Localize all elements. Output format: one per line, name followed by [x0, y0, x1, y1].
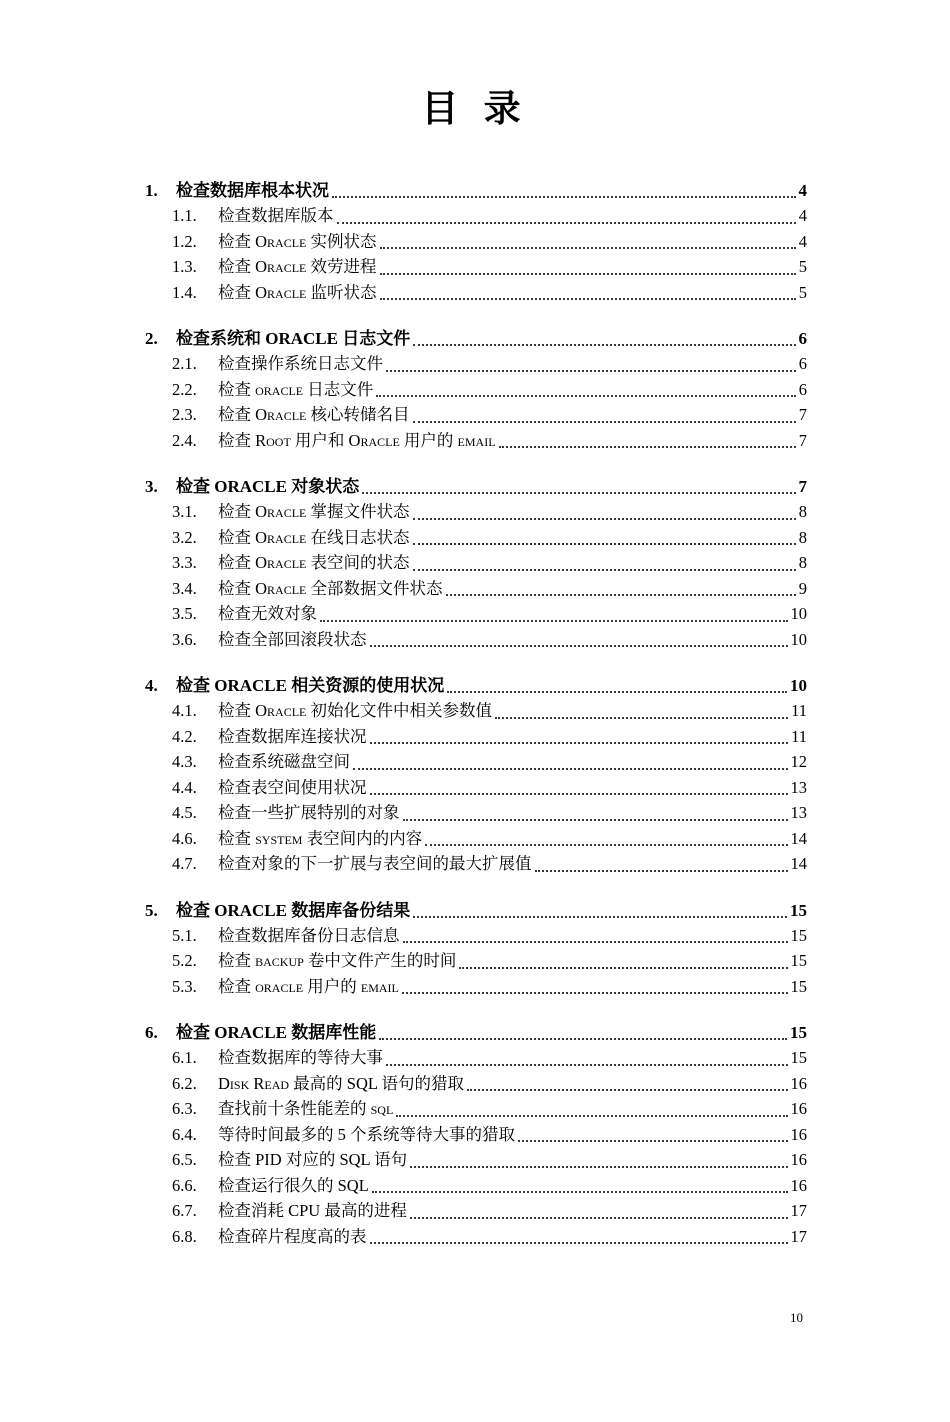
entry-number: 2. [145, 329, 158, 348]
dot-leader [535, 870, 788, 872]
entry-page-number: 10 [790, 604, 807, 623]
entry-number: 1.3. [172, 257, 197, 276]
toc-item-entry[interactable] [145, 280, 807, 306]
toc-item-entry[interactable] [145, 698, 807, 724]
dot-leader [446, 594, 796, 596]
dot-leader [413, 916, 787, 918]
entry-label: 检查 ORACLE 数据库备份结果 [176, 900, 411, 920]
entry-number: 3.3. [172, 553, 197, 572]
toc-item-entry[interactable] [145, 550, 807, 576]
dot-leader [353, 768, 788, 770]
entry-number: 2.2. [172, 379, 197, 399]
entry-label: 检查 Oracle 掌握文件状态 [218, 502, 410, 521]
dot-leader [410, 1166, 787, 1168]
toc-item-entry[interactable] [145, 948, 807, 974]
entry-page-number: 16 [790, 1099, 807, 1118]
entry-number: 5.2. [172, 951, 197, 970]
entry-page-number: 13 [790, 803, 807, 822]
entry-page-number: 14 [790, 828, 807, 848]
entry-label: 检查数据库根本状况 [176, 181, 329, 200]
toc-item-entry[interactable] [145, 1147, 807, 1173]
entry-label: 检查 ORACLE 相关资源的使用状况 [176, 676, 445, 695]
toc-item-entry[interactable] [145, 428, 807, 454]
entry-label: 检查系统和 ORACLE 日志文件 [176, 329, 411, 348]
entry-number: 4.4. [172, 777, 197, 797]
toc-section-entry[interactable] [145, 898, 807, 923]
dot-leader [396, 1115, 787, 1117]
entry-number: 1.1. [172, 206, 197, 225]
dot-leader [403, 941, 788, 943]
entry-number: 2.3. [172, 405, 197, 424]
toc-item-entry[interactable] [145, 1122, 807, 1148]
entry-number: 6.5. [172, 1150, 197, 1169]
entry-label: 检查 system 表空间内的内容 [218, 828, 423, 848]
entry-number: 6.4. [172, 1124, 197, 1144]
entry-label: 检查操作系统日志文件 [218, 354, 383, 373]
toc-item-entry[interactable] [145, 229, 807, 255]
entry-label: 检查 ORACLE 数据库性能 [176, 1023, 377, 1042]
toc-item-entry[interactable] [145, 1224, 807, 1250]
entry-number: 6. [145, 1023, 158, 1042]
toc-item-entry[interactable] [145, 851, 807, 877]
entry-label: 检查数据库的等待大事 [218, 1048, 383, 1067]
entry-label: 检查数据库连接状况 [218, 726, 367, 746]
entry-page-number: 7 [798, 477, 807, 496]
entry-number: 3.5. [172, 604, 197, 623]
dot-leader [495, 717, 788, 719]
dot-leader [386, 370, 796, 372]
toc-item-entry[interactable] [145, 499, 807, 525]
entry-label: 检查 Oracle 效劳进程 [218, 257, 377, 276]
entry-page-number: 11 [791, 726, 807, 746]
toc-item-entry[interactable] [145, 377, 807, 403]
dot-leader [413, 569, 796, 571]
entry-label: 检查数据库版本 [218, 206, 334, 225]
toc-item-entry[interactable] [145, 525, 807, 551]
toc-item-entry[interactable] [145, 1173, 807, 1199]
entry-label: 检查 PID 对应的 SQL 语句 [218, 1150, 408, 1169]
entry-number: 4.6. [172, 828, 197, 848]
entry-label: 检查 Oracle 监听状态 [218, 282, 377, 302]
dot-leader [337, 222, 796, 224]
entry-label: Disk Read 最高的 SQL 语句的猎取 [218, 1073, 464, 1093]
dot-leader [403, 819, 788, 821]
entry-page-number: 4 [798, 206, 807, 225]
entry-page-number: 17 [790, 1201, 807, 1220]
dot-leader [372, 1191, 788, 1193]
toc-section-entry[interactable] [145, 1020, 807, 1045]
entry-label: 检查 Oracle 表空间的状态 [218, 553, 410, 572]
toc-item-entry[interactable] [145, 974, 807, 1000]
dot-leader [376, 395, 796, 397]
toc-item-entry[interactable] [145, 1096, 807, 1122]
entry-page-number: 17 [790, 1226, 807, 1246]
toc-item-entry[interactable] [145, 601, 807, 627]
page-title: 目 录 [421, 89, 529, 130]
toc-item-entry[interactable] [145, 923, 807, 949]
entry-number: 3. [145, 477, 158, 496]
entry-number: 3.6. [172, 629, 197, 649]
entry-page-number: 14 [790, 854, 807, 873]
entry-page-number: 8 [798, 553, 807, 572]
entry-number: 5.1. [172, 925, 197, 945]
entry-number: 3.2. [172, 527, 197, 547]
entry-label: 查找前十条性能差的 sql [218, 1099, 394, 1118]
dot-leader [370, 793, 788, 795]
entry-label: 检查全部回滚段状态 [218, 629, 367, 649]
entry-page-number: 12 [790, 752, 807, 771]
entry-number: 4.1. [172, 701, 197, 720]
entry-page-number: 16 [790, 1124, 807, 1144]
dot-leader [413, 518, 796, 520]
entry-number: 3.1. [172, 502, 197, 521]
dot-leader [447, 691, 787, 693]
entry-page-number: 16 [790, 1175, 807, 1195]
entry-label: 检查系统磁盘空间 [218, 752, 350, 771]
toc-section-entry[interactable] [145, 474, 807, 499]
toc-item-entry[interactable] [145, 1045, 807, 1071]
toc-item-entry[interactable] [145, 576, 807, 602]
toc-item-entry[interactable] [145, 351, 807, 377]
toc-item-entry[interactable] [145, 627, 807, 653]
entry-number: 4.3. [172, 752, 197, 771]
dot-leader [518, 1140, 788, 1142]
entry-number: 6.3. [172, 1099, 197, 1118]
entry-label: 检查 oracle 用户的 email [218, 976, 399, 996]
dot-leader [459, 967, 787, 969]
entry-page-number: 13 [790, 777, 807, 797]
toc-section-entry[interactable] [145, 178, 807, 203]
entry-number: 1.4. [172, 282, 197, 302]
entry-number: 5. [145, 900, 158, 920]
entry-number: 6.6. [172, 1175, 197, 1195]
entry-page-number: 5 [798, 282, 807, 302]
toc-item-entry[interactable] [145, 724, 807, 750]
entry-number: 4.7. [172, 854, 197, 873]
dot-leader [380, 273, 796, 275]
toc-section-entry[interactable] [145, 673, 807, 698]
entry-number: 5.3. [172, 976, 197, 996]
entry-page-number: 11 [791, 701, 807, 720]
dot-leader [379, 1038, 787, 1040]
entry-page-number: 15 [790, 976, 807, 996]
entry-number: 4. [145, 676, 158, 695]
dot-leader [467, 1089, 788, 1091]
entry-label: 检查 Root 用户和 Oracle 用户的 email [218, 430, 496, 450]
entry-page-number: 6 [798, 379, 807, 399]
toc-item-entry[interactable] [145, 402, 807, 428]
entry-page-number: 15 [790, 1048, 807, 1067]
entry-number: 6.2. [172, 1073, 197, 1093]
toc-item-entry[interactable] [145, 203, 807, 229]
entry-number: 2.1. [172, 354, 197, 373]
entry-label: 检查对象的下一扩展与表空间的最大扩展值 [218, 854, 532, 873]
entry-page-number: 15 [790, 900, 807, 920]
entry-number: 6.1. [172, 1048, 197, 1067]
dot-leader [332, 196, 796, 198]
dot-leader [380, 247, 796, 249]
entry-label: 检查碎片程度高的表 [218, 1226, 367, 1246]
footer-page-number: 10 [790, 1310, 803, 1325]
table-of-contents [145, 178, 807, 1249]
entry-label: 检查 Oracle 初始化文件中相关参数值 [218, 701, 492, 720]
entry-page-number: 4 [798, 231, 807, 251]
toc-item-entry[interactable] [145, 800, 807, 826]
entry-label: 检查数据库备份日志信息 [218, 925, 400, 945]
entry-page-number: 10 [790, 629, 807, 649]
entry-page-number: 8 [798, 502, 807, 521]
entry-number: 4.5. [172, 803, 197, 822]
entry-page-number: 7 [798, 430, 807, 450]
dot-leader [370, 742, 789, 744]
toc-item-entry[interactable] [145, 749, 807, 775]
entry-page-number: 15 [790, 951, 807, 970]
entry-page-number: 15 [790, 925, 807, 945]
dot-leader [370, 1242, 788, 1244]
entry-label: 检查 Oracle 实例状态 [218, 231, 377, 251]
entry-label: 检查 Oracle 核心转储名目 [218, 405, 410, 424]
dot-leader [402, 992, 788, 994]
dot-leader [413, 543, 796, 545]
entry-label: 检查一些扩展特别的对象 [218, 803, 400, 822]
entry-page-number: 16 [790, 1150, 807, 1169]
dot-leader [370, 645, 788, 647]
entry-page-number: 5 [798, 257, 807, 276]
entry-number: 1. [145, 181, 158, 200]
dot-leader [386, 1064, 788, 1066]
entry-label: 检查 ORACLE 对象状态 [176, 477, 360, 496]
toc-item-entry[interactable] [145, 1071, 807, 1097]
toc-item-entry[interactable] [145, 1198, 807, 1224]
entry-label: 等待时间最多的 5 个系统等待大事的猎取 [218, 1124, 515, 1144]
toc-section-entry[interactable] [145, 326, 807, 351]
entry-page-number: 9 [798, 578, 807, 598]
entry-page-number: 6 [798, 329, 807, 348]
dot-leader [413, 344, 795, 346]
toc-item-entry[interactable] [145, 775, 807, 801]
entry-page-number: 7 [798, 405, 807, 424]
dot-leader [380, 298, 796, 300]
entry-label: 检查 oracle 日志文件 [218, 379, 374, 399]
dot-leader [425, 844, 787, 846]
dot-leader [413, 421, 796, 423]
entry-page-number: 4 [798, 181, 807, 200]
dot-leader [362, 492, 795, 494]
entry-label: 检查 Oracle 在线日志状态 [218, 527, 410, 547]
entry-number: 6.8. [172, 1226, 197, 1246]
toc-item-entry[interactable] [145, 826, 807, 852]
toc-item-entry[interactable] [145, 254, 807, 280]
entry-label: 检查 backup 卷中文件产生的时间 [218, 951, 457, 970]
dot-leader [320, 620, 788, 622]
entry-number: 2.4. [172, 430, 197, 450]
entry-label: 检查 Oracle 全部数据文件状态 [218, 578, 443, 598]
entry-number: 3.4. [172, 578, 197, 598]
entry-number: 1.2. [172, 231, 197, 251]
entry-label: 检查无效对象 [218, 604, 317, 623]
dot-leader [499, 446, 796, 448]
entry-page-number: 15 [790, 1023, 807, 1042]
entry-label: 检查表空间使用状况 [218, 777, 367, 797]
entry-number: 4.2. [172, 726, 197, 746]
dot-leader [410, 1217, 788, 1219]
entry-page-number: 6 [798, 354, 807, 373]
entry-page-number: 8 [798, 527, 807, 547]
entry-number: 6.7. [172, 1201, 197, 1220]
entry-label: 检查消耗 CPU 最高的进程 [218, 1201, 407, 1220]
entry-label: 检查运行很久的 SQL [218, 1175, 369, 1195]
entry-page-number: 10 [790, 676, 807, 695]
entry-page-number: 16 [790, 1073, 807, 1093]
